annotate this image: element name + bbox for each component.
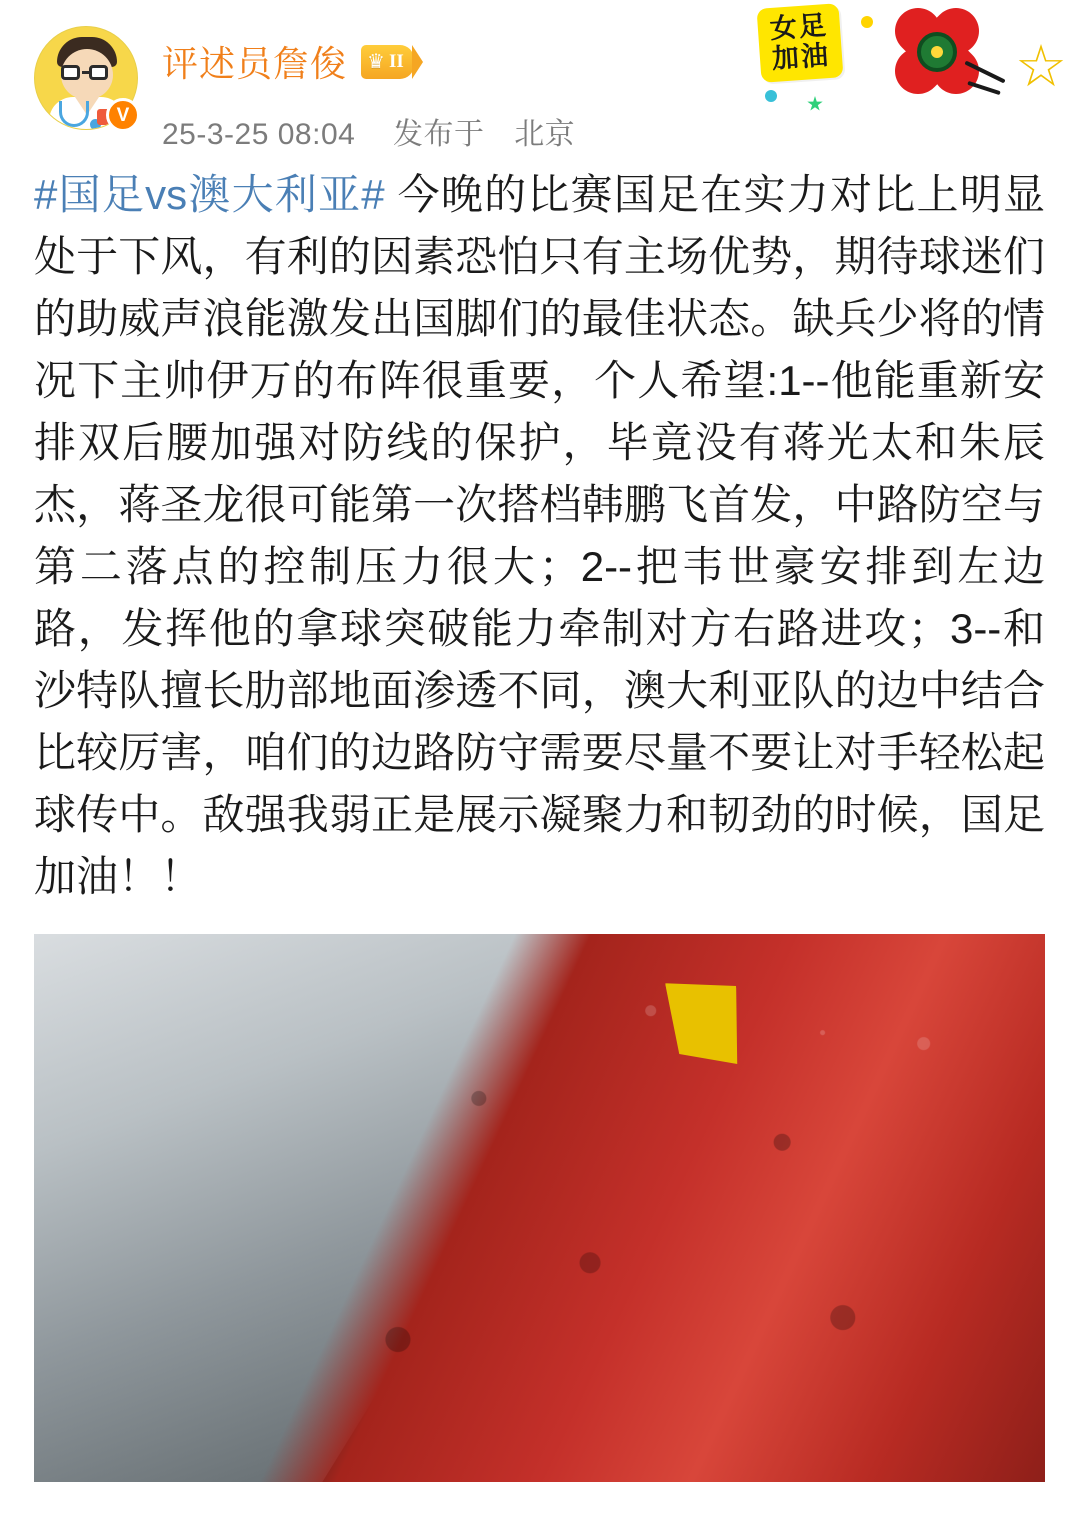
author-name-row [162,36,1059,87]
post-topic-link[interactable]: #国足vs澳大利亚# [34,171,385,218]
stadium-crowd-photo[interactable] [34,934,1045,1482]
post-header [0,0,1079,160]
vip-badge[interactable] [361,45,414,79]
author-info [162,18,1059,153]
vip-level-label: II [388,50,404,72]
star-outline-icon: ☆ [1015,34,1067,99]
sticker-line-1: 女足 [768,10,829,45]
author-name[interactable]: 评述员詹俊 [162,43,348,84]
crown-icon: ♛ [367,50,385,73]
post-meta [162,109,1059,153]
avatar[interactable] [34,26,138,130]
verified-badge-icon: V [106,98,140,132]
post-location[interactable]: 北京 [514,118,576,151]
post-timestamp: 25-3-25 08:04 [162,118,356,151]
post-body-text: 今晚的比赛国足在实力对比上明显处于下风，有利的因素恐怕只有主场优势，期待球迷们的助威声浪能激发出国脚们的最佳状态。缺兵少将的情况下主帅伊万的布阵很重要，个人希望:1--他能重新安排双后腰加强对防线的保护，毕竟没有蒋光太和朱辰杰，蒋圣龙很可能第一次搭档韩鹏飞首发，中路防空与第二落点的控制压力很大；2--把韦世豪安排到左边路，发挥他的拿球突破能力牵制对方右路进攻；3--和沙特队擅长肋部地面渗透不同，澳大利亚队的边中结合比较厉害，咱们的边路防守需要尽量不要让对手轻松起球传中。敌强我弱正是展示凝聚力和韧劲的时候，国足加油！！ [34,171,1046,900]
post-content [0,160,1079,908]
sticker-line-2: 加油 [771,39,831,74]
publish-prefix-label: 发布于 [393,118,485,151]
vip-arrow-icon [412,45,423,79]
